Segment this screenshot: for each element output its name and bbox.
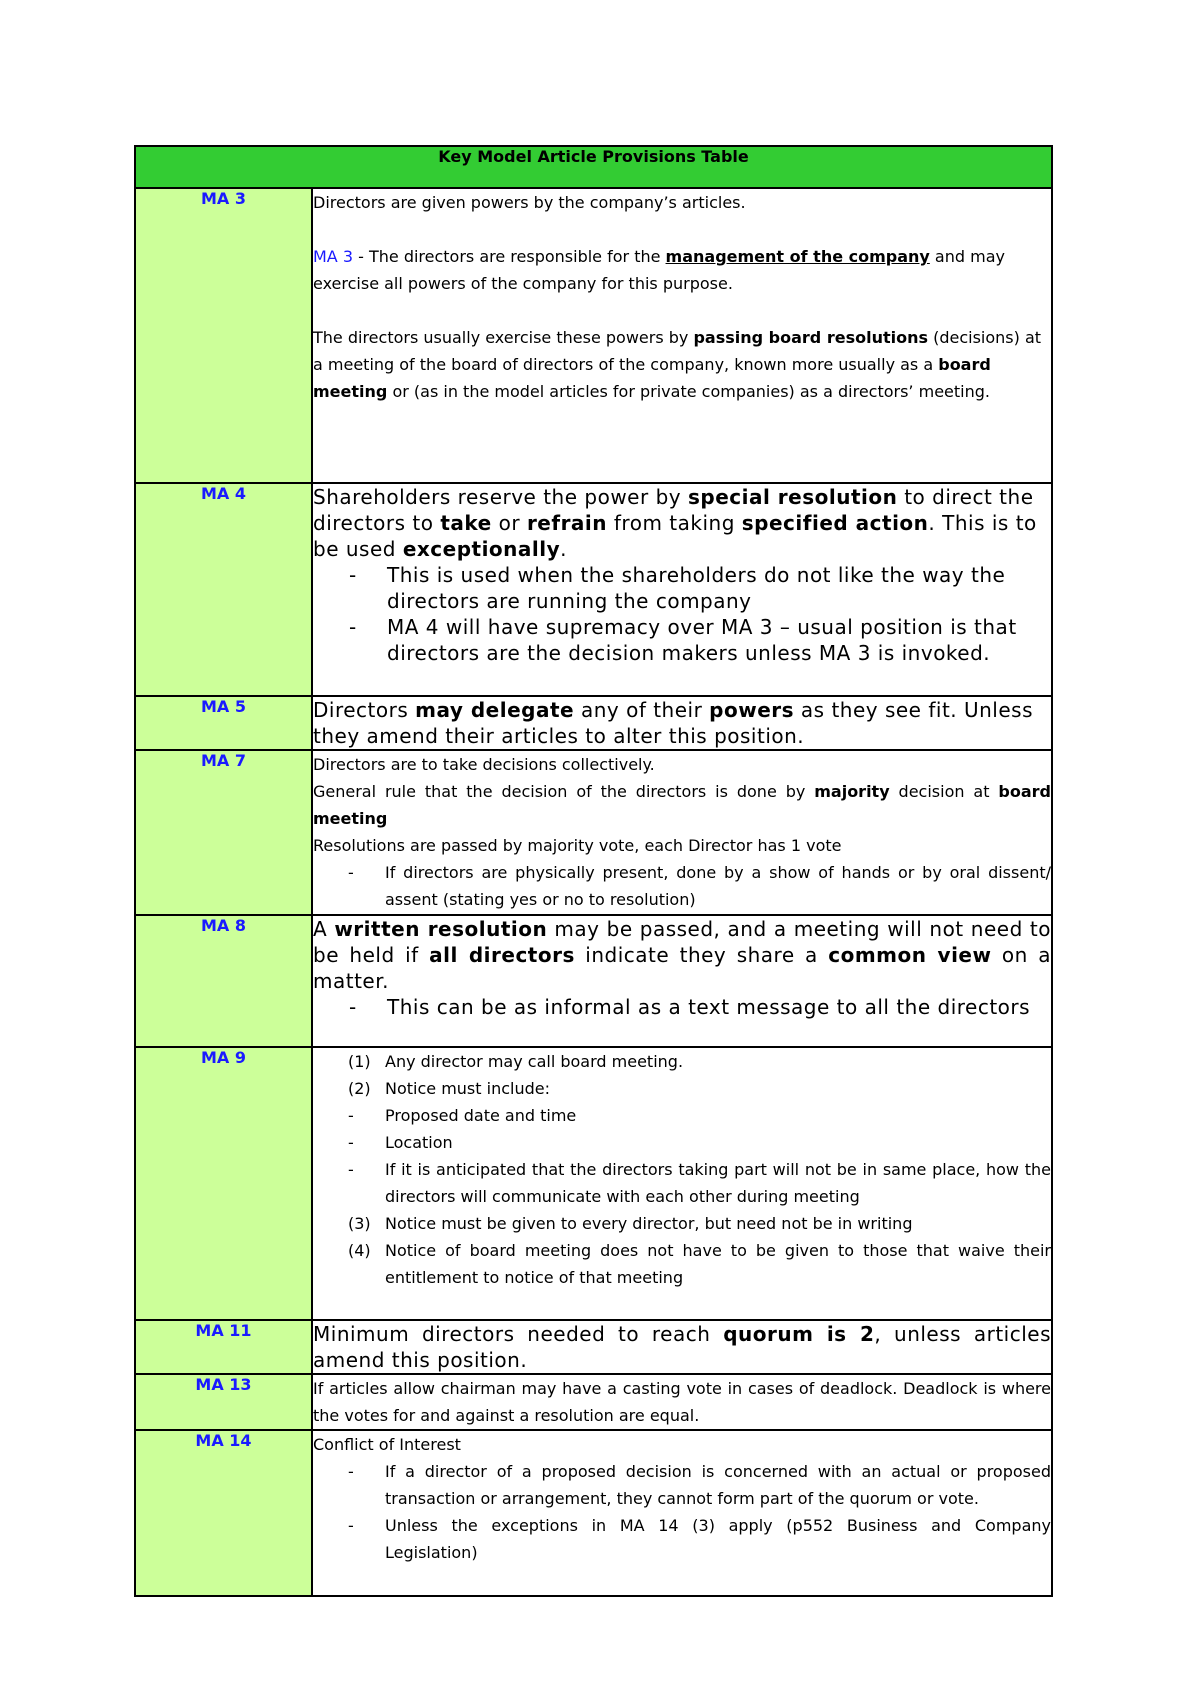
paragraph: General rule that the decision of the directors is done by majority decision at board meeting — [313, 782, 1051, 828]
paragraph: Conflict of Interest — [313, 1435, 461, 1454]
list-item: - This is used when the shareholders do not like the way the directors are running the company — [313, 562, 1051, 614]
bullet-marker: - — [348, 1516, 354, 1535]
article-code: MA 11 — [135, 1320, 312, 1374]
paragraph: Shareholders reserve the power by special resolution to direct the directors to take or refrain from taking specified action. This is to be used exceptionally. — [313, 485, 1037, 561]
table-title-row — [135, 146, 1052, 188]
table-row — [135, 750, 1052, 915]
article-description — [312, 1047, 1052, 1320]
bullet-marker: - — [349, 563, 357, 587]
article-code: MA 5 — [135, 696, 312, 750]
table-row — [135, 1374, 1052, 1430]
article-code: MA 8 — [135, 915, 312, 1047]
numbered-item: (1) Any director may call board meeting. — [313, 1048, 1051, 1075]
article-code: MA 7 — [135, 750, 312, 915]
paragraph: Directors may delegate any of their powers as they see fit. Unless they amend their articles to alter this position. — [313, 698, 1034, 748]
table-row — [135, 1320, 1052, 1374]
article-code: MA 14 — [135, 1430, 312, 1596]
article-reference: MA 3 — [313, 247, 354, 266]
bullet-marker: - — [348, 863, 354, 882]
table-row — [135, 915, 1052, 1047]
article-description — [312, 1430, 1052, 1596]
list-item: - This can be as informal as a text message to all the directors — [313, 994, 1051, 1020]
table-row — [135, 1430, 1052, 1596]
article-description — [312, 696, 1052, 750]
article-description — [312, 915, 1052, 1047]
numbered-item: (2) Notice must include: — [313, 1075, 1051, 1102]
paragraph: Resolutions are passed by majority vote, each Director has 1 vote — [313, 836, 842, 855]
article-code: MA 9 — [135, 1047, 312, 1320]
table-row — [135, 696, 1052, 750]
article-description — [312, 1320, 1052, 1374]
list-item: - If it is anticipated that the directors taking part will not be in same place, how the directors will communicate with each other during meeting — [313, 1156, 1051, 1210]
number-marker: (3) — [348, 1214, 371, 1233]
article-code: MA 13 — [135, 1374, 312, 1430]
bullet-marker: - — [349, 615, 357, 639]
list-item: - Location — [313, 1129, 1051, 1156]
article-description — [312, 188, 1052, 483]
bullet-marker: - — [348, 1133, 354, 1152]
table-row — [135, 483, 1052, 696]
paragraph: If articles allow chairman may have a casting vote in cases of deadlock. Deadlock is where the votes for and against a resolution are equal. — [313, 1379, 1051, 1425]
table-row — [135, 1047, 1052, 1320]
paragraph: Directors are given powers by the company’s articles. — [313, 193, 746, 212]
table-row — [135, 188, 1052, 483]
bullet-marker: - — [348, 1462, 354, 1481]
bullet-marker: - — [349, 995, 357, 1019]
paragraph: Minimum directors needed to reach quorum is 2, unless articles amend this position. — [313, 1322, 1052, 1372]
numbered-item: (3) Notice must be given to every director, but need not be in writing — [313, 1210, 1051, 1237]
article-description — [312, 483, 1052, 696]
paragraph: MA 3 - The directors are responsible for the management of the company and may exercise all powers of the company for this purpose. — [313, 247, 1005, 293]
paragraph: Directors are to take decisions collectively. — [313, 755, 655, 774]
paragraph: A written resolution may be passed, and a meeting will not need to be held if all directors indicate they share a common view on a matter. — [313, 917, 1051, 993]
list-item: - Unless the exceptions in MA 14 (3) apply (p552 Business and Company Legislation) — [313, 1512, 1051, 1566]
list-item: - If a director of a proposed decision is concerned with an actual or proposed transaction or arrangement, they cannot form part of the quorum or vote. — [313, 1458, 1051, 1512]
numbered-item: (4) Notice of board meeting does not have to be given to those that waive their entitlement to notice of that meeting — [313, 1237, 1051, 1291]
article-code: MA 3 — [135, 188, 312, 483]
number-marker: (1) — [348, 1052, 371, 1071]
list-item: - Proposed date and time — [313, 1102, 1051, 1129]
article-code: MA 4 — [135, 483, 312, 696]
number-marker: (2) — [348, 1079, 371, 1098]
number-marker: (4) — [348, 1241, 371, 1260]
bullet-marker: - — [348, 1160, 354, 1179]
list-item: - If directors are physically present, done by a show of hands or by oral dissent/ assent (stating yes or no to resolution) — [313, 859, 1051, 913]
paragraph: The directors usually exercise these powers by passing board resolutions (decisions) at a meeting of the board of directors of the company, known more usually as a board meeting or (as in the model articles for private companies) as a directors’ meeting. — [313, 328, 1042, 401]
list-item: - MA 4 will have supremacy over MA 3 – usual position is that directors are the decision makers unless MA 3 is invoked. — [313, 614, 1051, 666]
article-description — [312, 750, 1052, 915]
provisions-table — [134, 145, 1053, 1597]
bullet-marker: - — [348, 1106, 354, 1125]
article-description — [312, 1374, 1052, 1430]
table-title: Key Model Article Provisions Table — [135, 146, 1052, 188]
